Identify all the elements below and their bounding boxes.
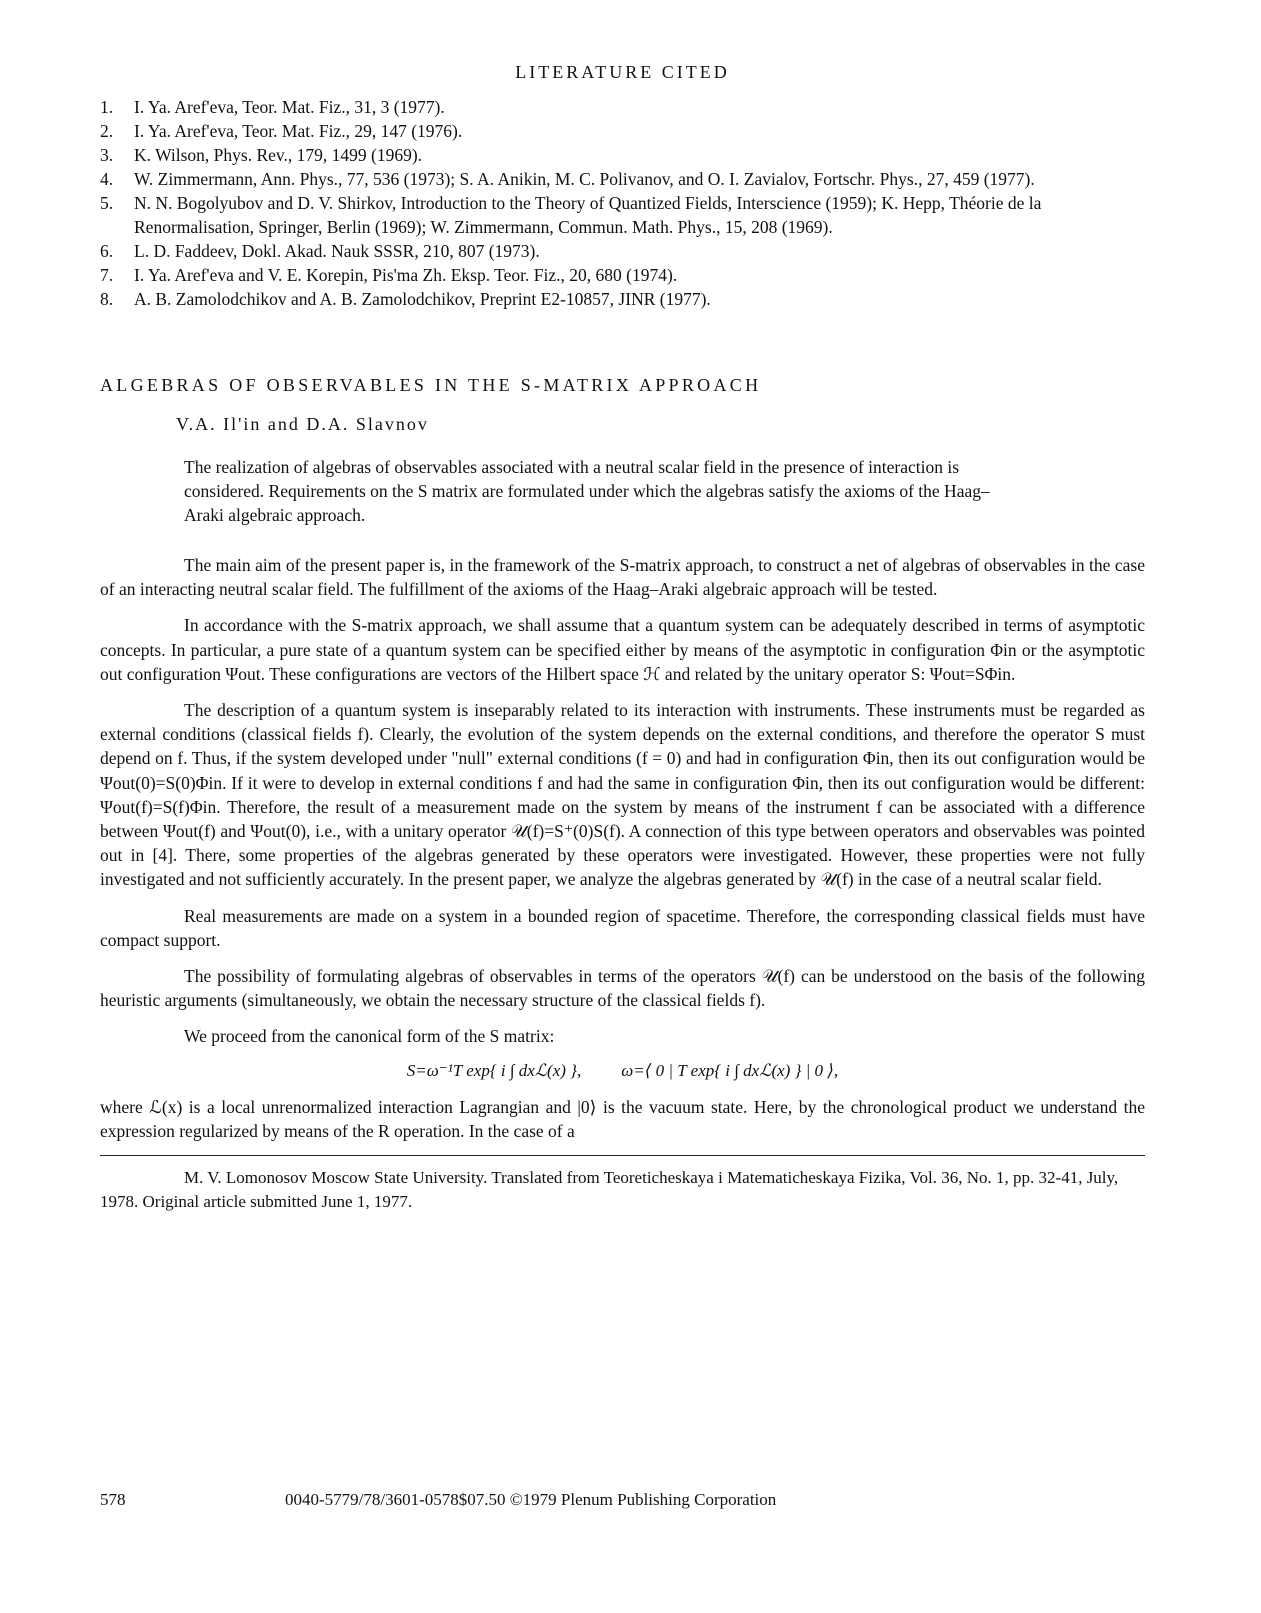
literature-cited-heading: LITERATURE CITED	[515, 62, 730, 82]
publication-code: 0040-5779/78/3601-0578$07.50 ©1979 Plenum Publishing Corporation	[285, 1490, 777, 1509]
page	[100, 62, 1145, 1214]
paper-authors: V.A. Il'in and D.A. Slavnov	[176, 414, 429, 434]
reference-item: 1. I. Ya. Aref'eva, Teor. Mat. Fiz., 31, 3 (1977).	[100, 97, 445, 117]
reference-item: 4. W. Zimmermann, Ann. Phys., 77, 536 (1973); S. A. Anikin, M. C. Polivanov, and O. I. Zavialov, Fortschr. Phys., 27, 459 (1977).	[100, 169, 1035, 189]
s-matrix-formula	[100, 1061, 1145, 1081]
abstract: The realization of algebras of observables associated with a neutral scalar field in the presence of interaction is considered. Requirements on the S matrix are formulated under which the algebras satisfy the axioms of the Haag–Araki algebraic approach.	[184, 457, 990, 525]
body-paragraph: In accordance with the S-matrix approach, we shall assume that a quantum system can be adequately described in terms of asymptotic concepts. In particular, a pure state of a quantum system can be specified either by means of the asymptotic in configuration Φin or the asymptotic out configuration Ψout. These configurations are vectors of the Hilbert space ℋ and related by the unitary operator S: Ψout=SΦin.	[100, 615, 1145, 684]
formula-omega: ω=⟨ 0 | T exp{ i ∫ dxℒ(x) } | 0 ⟩,	[621, 1060, 839, 1080]
body-paragraph: We proceed from the canonical form of the S matrix:	[184, 1026, 555, 1047]
body-paragraph: The main aim of the present paper is, in the framework of the S-matrix approach, to construct a net of algebras of observables in the case of an interacting neutral scalar field. The fulfillment of the axioms of the Haag–Araki algebraic approach will be tested.	[100, 555, 1145, 600]
reference-item: 5. N. N. Bogolyubov and D. V. Shirkov, Introduction to the Theory of Quantized Fields, Interscience (1959); K. Hepp, Théorie de la Renormalisation, Springer, Berlin (1969); W. Zimmermann, Commun. Math. Phys., 15, 208 (1969).	[100, 193, 1042, 237]
body-paragraph: The possibility of formulating algebras of observables in terms of the operators 𝒰(f) can be understood on the basis of the following heuristic arguments (simultaneously, we obtain the necessary structure of the classical fields f).	[100, 966, 1145, 1011]
formula-s: S=ω⁻¹T exp{ i ∫ dxℒ(x) },	[406, 1060, 582, 1080]
body-paragraph: where ℒ(x) is a local unrenormalized interaction Lagrangian and |0⟩ is the vacuum state. Here, by the chronological product we understand the expression regularized by means of the R operation. In the case of a	[100, 1096, 1145, 1141]
reference-item: 7. I. Ya. Aref'eva and V. E. Korepin, Pis'ma Zh. Eksp. Teor. Fiz., 20, 680 (1974).	[100, 265, 678, 285]
body-paragraph: Real measurements are made on a system in a bounded region of spacetime. Therefore, the corresponding classical fields must have compact support.	[100, 905, 1145, 950]
paper-title: ALGEBRAS OF OBSERVABLES IN THE S-MATRIX APPROACH	[100, 375, 762, 395]
footnote-divider	[100, 1155, 1145, 1156]
reference-item: 8. A. B. Zamolodchikov and A. B. Zamolodchikov, Preprint E2-10857, JINR (1977).	[100, 289, 711, 309]
body-paragraph: The description of a quantum system is inseparably related to its interaction with instruments. These instruments must be regarded as external conditions (classical fields f). Clearly, the evolution of the system depends on the external conditions, and therefore the operator S must depend on f. Thus, if the system developed under "null" external conditions (f = 0) and had in configuration Φin, then its out configuration would be Ψout(0)=S(0)Φin. If it were to develop in external conditions f and had the same in configuration Φin, then its out configuration would be different: Ψout(f)=S(f)Φin. Therefore, the result of a measurement made on the system by means of the instrument f can be associated with a difference between Ψout(f) and Ψout(0), i.e., with a unitary operator 𝒰(f)=S⁺(0)S(f). A connection of this type between operators and observables was pointed out in [4]. There, some properties of the algebras generated by these operators were investigated. However, these properties were not fully investigated and not sufficiently accurately. In the present paper, we analyze the algebras generated by 𝒰(f) in the case of a neutral scalar field.	[100, 700, 1145, 890]
footnote: M. V. Lomonosov Moscow State University. Translated from Teoreticheskaya i Matematicheskaya Fizika, Vol. 36, No. 1, pp. 32-41, July, 1978. Original article submitted June 1, 1977.	[100, 1168, 1119, 1212]
reference-list	[100, 95, 1145, 311]
page-number: 578	[100, 1490, 126, 1509]
reference-item: 2. I. Ya. Aref'eva, Teor. Mat. Fiz., 29, 147 (1976).	[100, 121, 463, 141]
reference-item: 3. K. Wilson, Phys. Rev., 179, 1499 (1969).	[100, 145, 423, 165]
reference-item: 6. L. D. Faddeev, Dokl. Akad. Nauk SSSR, 210, 807 (1973).	[100, 241, 540, 261]
